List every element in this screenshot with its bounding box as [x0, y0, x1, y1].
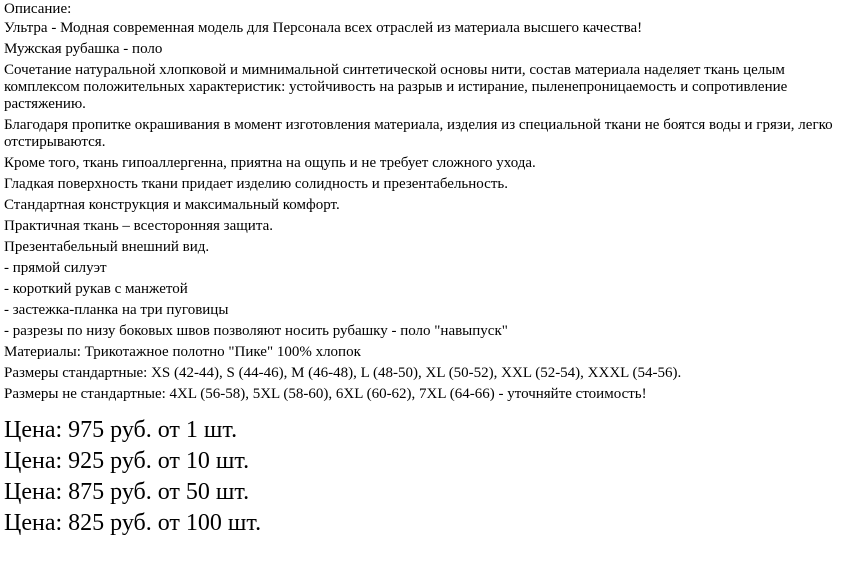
nonstandard-sizes-line: Размеры не стандартные: 4XL (56-58), 5XL (58-60), 6XL (60-62), 7XL (64-66) - уточняйте стоимость!: [4, 386, 647, 402]
feature-item: - застежка-планка на три пуговицы: [4, 302, 229, 318]
description-line-composition: Сочетание натуральной хлопковой и мимнимальной синтетической основы нити, состав материала наделяет ткань целым комплексом положительных характеристик: устойчивость на разрыв и истирание, пыленепроницаемость и сопротивление растяжению.: [4, 62, 788, 112]
feature-item: - короткий рукав с манжетой: [4, 281, 188, 297]
price-tier: Цена: 925 руб. от 10 шт.: [4, 448, 250, 474]
price-list: [0, 417, 850, 536]
description-heading: Описание:: [4, 1, 72, 17]
feature-item: - разрезы по низу боковых швов позволяют носить рубашку - поло "навыпуск": [4, 323, 508, 339]
description-line-construction: Стандартная конструкция и максимальный комфорт.: [4, 197, 340, 213]
description-line-intro: Ультра - Модная современная модель для Персонала всех отраслей из материала высшего качества!: [4, 20, 643, 36]
materials-line: Материалы: Трикотажное полотно "Пике" 100% хлопок: [4, 344, 361, 360]
description-line-hypoallergenic: Кроме того, ткань гипоаллергенна, приятна на ощупь и не требует сложного ухода.: [4, 155, 536, 171]
description-line-protection: Практичная ткань – всесторонняя защита.: [4, 218, 273, 234]
price-tier: Цена: 875 руб. от 50 шт.: [4, 479, 250, 505]
feature-item: - прямой силуэт: [4, 260, 107, 276]
price-tier: Цена: 975 руб. от 1 шт.: [4, 417, 238, 443]
description-line-impregnation: Благодаря пропитке окрашивания в момент изготовления материала, изделия из специальной ткани не боятся воды и грязи, легко отстирываются.: [4, 117, 833, 150]
price-tier: Цена: 825 руб. от 100 шт.: [4, 510, 262, 536]
standard-sizes-line: Размеры стандартные: XS (42-44), S (44-46), M (46-48), L (48-50), XL (50-52), XXL (52-54), XXXL (54-56).: [4, 365, 682, 381]
description-line-product-type: Мужская рубашка - поло: [4, 41, 163, 57]
description-line-appearance: Презентабельный внешний вид.: [4, 239, 210, 255]
description-line-surface: Гладкая поверхность ткани придает изделию солидность и презентабельность.: [4, 176, 508, 192]
